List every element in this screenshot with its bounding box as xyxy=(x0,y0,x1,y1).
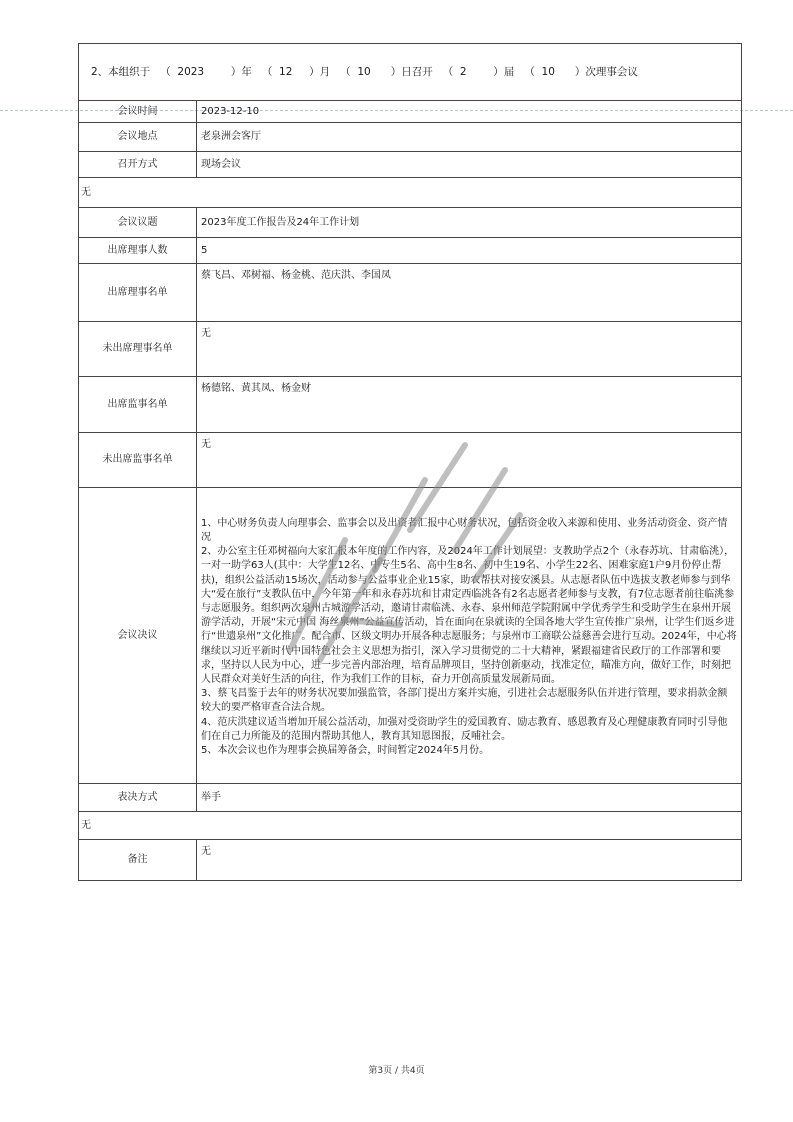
resolution-item-5: 5、本次会议也作为理事会换届筹备会，时间暂定2024年5月份。 xyxy=(201,744,490,756)
attend-count-label: 出席理事人数 xyxy=(79,238,197,264)
supervisors-value: 杨德铭、黄其凤、杨金财 xyxy=(197,377,742,433)
attend-count-row xyxy=(79,238,742,264)
blank-row-2-value: 无 xyxy=(79,812,742,840)
time-row xyxy=(79,101,742,123)
absent-directors-value: 无 xyxy=(197,322,742,377)
vote-value: 举手 xyxy=(197,784,742,812)
header-year: 2023 xyxy=(177,65,205,78)
attend-count-value: 5 xyxy=(197,238,742,264)
header-suffix: 次理事会议 xyxy=(585,65,638,78)
attend-names-label: 出席理事名单 xyxy=(79,264,197,322)
place-value: 老泉洲会客厅 xyxy=(197,123,742,152)
time-value: 2023-12-10 xyxy=(197,101,742,123)
topic-row xyxy=(79,208,742,238)
supervisors-row xyxy=(79,377,742,433)
resolution-item-1: 1、中心财务负责人向理事会、监事会以及出资者汇报中心财务状况，包括资金收入来源和使用、业务活动资金、资产情况 xyxy=(201,517,728,544)
supervisors-label: 出席监事名单 xyxy=(79,377,197,433)
meeting-header-row xyxy=(79,44,742,101)
attend-names-row xyxy=(79,264,742,322)
header-month: 12 xyxy=(279,65,293,78)
resolution-item-2: 2、办公室主任邓树福向大家汇报本年度的工作内容，及2024年工作计划展望：支教助学点2个（永春苏坑、甘肃临洮），一对一助学63人(其中：大学生12名、中专生5名、高中生8名、初中生19名、小学生22名、困难家庭1户9月份停止帮扶)，组织公益活动15场次，活动参与公益事业企业15家，助农帮扶对接安溪县。从志愿者队伍中选拔支教老师参与到华大“爱在旅行”支教队伍中，今年第一年和永春苏坑和甘肃定西临洮各有2名志愿者老师参与支教，有7位志愿者前往临洮参与志愿服务。组织两次泉州古城游学活动，邀请甘肃临洮、永春、泉州师范学院附属中学优秀学生和受助学生在泉州开展游学活动，开展“宋元中国 海丝泉州”公益宣传活动，旨在面向在泉就读的全国各地大学生宣传推广泉州，让学生们返乡进行“世遗泉州”文化推广。配合市、区级文明办开展各种志愿服务；与泉州市工商联公益慈善会进行互动。2024年，中心将继续以习近平新时代中国特色社会主义思想为指引，深入学习贯彻党的二十大精神，紧跟福建省民政厅的工作部署和要求，坚持以人民为中心，进一步完善内部治理，培育品牌项目，坚持创新驱动，找准定位，瞄准方向，做好工作，时刻把人民群众对美好生活的向往，作为我们工作的目标，奋力开创高质量发展新局面。 xyxy=(201,546,737,685)
blank-row xyxy=(79,178,742,208)
place-row xyxy=(79,123,742,152)
topic-value: 2023年度工作报告及24年工作计划 xyxy=(197,208,742,238)
resolution-row xyxy=(79,488,742,784)
meeting-record-table xyxy=(78,43,742,881)
method-value: 现场会议 xyxy=(197,152,742,178)
vote-row xyxy=(79,784,742,812)
method-row xyxy=(79,152,742,178)
time-label: 会议时间 xyxy=(79,101,197,123)
header-prefix: 2、本组织于 xyxy=(91,65,151,78)
header-session-unit: 届 xyxy=(503,65,515,78)
header-meeting-no: 10 xyxy=(541,65,555,78)
absent-supervisors-label: 未出席监事名单 xyxy=(79,433,197,488)
resolution-label: 会议决议 xyxy=(79,488,197,784)
header-day: 10 xyxy=(357,65,371,78)
topic-label: 会议议题 xyxy=(79,208,197,238)
vote-label: 表决方式 xyxy=(79,784,197,812)
remark-value: 无 xyxy=(197,840,742,881)
place-label: 会议地点 xyxy=(79,123,197,152)
header-day-unit: 日召开 xyxy=(401,65,433,78)
attend-names-value: 蔡飞昌、邓树福、杨金桃、范庆洪、李国凤 xyxy=(197,264,742,322)
header-month-unit: 月 xyxy=(319,65,331,78)
blank-row-value: 无 xyxy=(79,178,742,208)
resolution-content xyxy=(197,488,742,784)
blank-row-2 xyxy=(79,812,742,840)
absent-supervisors-value: 无 xyxy=(197,433,742,488)
method-label: 召开方式 xyxy=(79,152,197,178)
resolution-item-4: 4、范庆洪建议适当增加开展公益活动，加强对受资助学生的爱国教育、励志教育、感恩教育及心理健康教育同时引导他们在自己力所能及的范围内帮助其他人，教育其知恩图报，反哺社会。 xyxy=(201,716,728,742)
resolution-item-3: 3、蔡飞昌鉴于去年的财务状况要加强监管，各部门提出方案并实施，引进社会志愿服务队伍并进行管理，要求捐款金额较大的要严格审查合法合规。 xyxy=(201,688,728,714)
absent-supervisors-row xyxy=(79,433,742,488)
page-footer: 第3页 / 共4页 xyxy=(368,1066,425,1076)
remark-label: 备注 xyxy=(79,840,197,881)
remark-row xyxy=(79,840,742,881)
header-session: 2 xyxy=(459,65,467,78)
absent-directors-row xyxy=(79,322,742,377)
header-year-unit: 年 xyxy=(241,65,252,78)
meeting-header-cell: 2、本组织于 （ 2023 ）年 （ 12 ）月 （ 10 ）日召开 （ 2 ）届 （ 10 ）次理事会议 xyxy=(79,44,742,101)
absent-directors-label: 未出席理事名单 xyxy=(79,322,197,377)
